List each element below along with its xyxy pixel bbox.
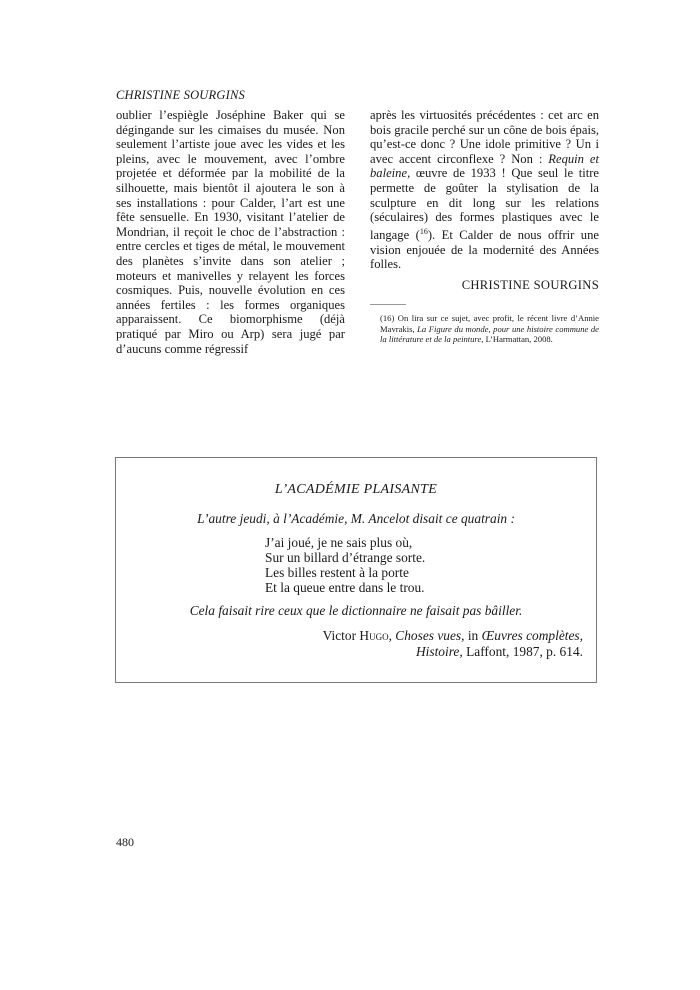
right-column	[370, 108, 599, 344]
footnote-divider	[370, 304, 406, 305]
poem-line: Et la queue entre dans le trou.	[265, 580, 425, 595]
right-text-part-3: ). Et Calder de nous offrir une vision enjouée de la modernité des Années folles.	[370, 227, 599, 272]
citation	[323, 628, 583, 659]
artwork-title: Requin et baleine,	[370, 151, 599, 181]
quatrain	[265, 535, 425, 595]
citation-in: in	[464, 628, 482, 643]
work-title: Choses vues,	[395, 628, 465, 643]
page-number: 480	[116, 835, 134, 849]
footnote-ref: 16	[419, 226, 428, 236]
footnote-book-title: La Figure du monde, pour une histoire commune de la littérature et de la peinture,	[380, 323, 599, 344]
right-column-paragraph	[370, 108, 599, 272]
poem-line: Les billes restent à la porte	[265, 565, 409, 580]
right-text-part-2: œuvre de 1933 ! Que seul le titre permette de goûter la stylisation de la sculpture en dit long sur les relations (séculaires) des formes plastiques avec le langage (	[370, 166, 599, 242]
volume-title: Histoire,	[415, 643, 463, 659]
footnote-text-1: (16) On lira sur ce sujet, avec profit, le récent livre d’Annie Mavrakis,	[380, 313, 599, 334]
box-title: L’ACADÉMIE PLAISANTE	[274, 482, 438, 497]
box-intro: L’autre jeudi, à l’Académie, M. Ancelot disait ce quatrain :	[197, 511, 515, 526]
author-signature: CHRISTINE SOURGINS	[461, 277, 599, 292]
citation-line-1	[323, 628, 583, 644]
author-first-name: Victor	[322, 628, 360, 643]
poem-line: J’ai joué, je ne sais plus où,	[265, 535, 413, 550]
footnote-text-2: L’Harmattan, 2008.	[483, 333, 553, 344]
citation-separator: ,	[388, 628, 396, 643]
footnote	[370, 313, 599, 344]
left-column-paragraph: oublier l’espiègle Joséphine Baker qui se dégingande sur les cimaises du musée. Non seulement l’artiste joue avec les vides et les pleins, avec le mouvement, avec l’ombre projetée et déformée par la mobilité de la silhouette, mais bientôt il ajoutera le son à ses installations : pour Calder, l’art est une fête sensuelle. En 1930, visitant l’atelier de Mondrian, il reçoit le choc de l’abstraction : entre cercles et tiges de métal, le mouvement des planètes s’invite dans son atelier ; moteurs et manivelles y relayent les forces cosmiques. Puis, nouvelle évolution en ces années fertiles : les formes organiques apparaissent. Ce biomorphisme (déjà pratiqué par Miro ou Arp) sera jugé par d’aucuns comme régressif	[116, 108, 345, 356]
box-closing: Cela faisait rire ceux que le dictionnaire ne faisait pas bâiller.	[189, 603, 523, 618]
author-last-name: Hugo	[359, 628, 389, 643]
sidebar-box	[115, 457, 597, 683]
left-column	[116, 108, 345, 356]
collection-title: Œuvres complètes,	[481, 628, 583, 643]
running-head: CHRISTINE SOURGINS	[116, 88, 245, 102]
citation-line-2	[323, 644, 583, 660]
publisher-info: Laffont, 1987, p. 614.	[462, 643, 583, 659]
poem-line: Sur un billard d’étrange sorte.	[265, 550, 426, 565]
right-text-part-1: après les virtuosités précédentes : cet arc en bois gracile perché sur un cône de bois épais, qu’est-ce donc ? Une idole primitive ? Un i avec accent circonflexe ? Non :	[370, 108, 599, 166]
